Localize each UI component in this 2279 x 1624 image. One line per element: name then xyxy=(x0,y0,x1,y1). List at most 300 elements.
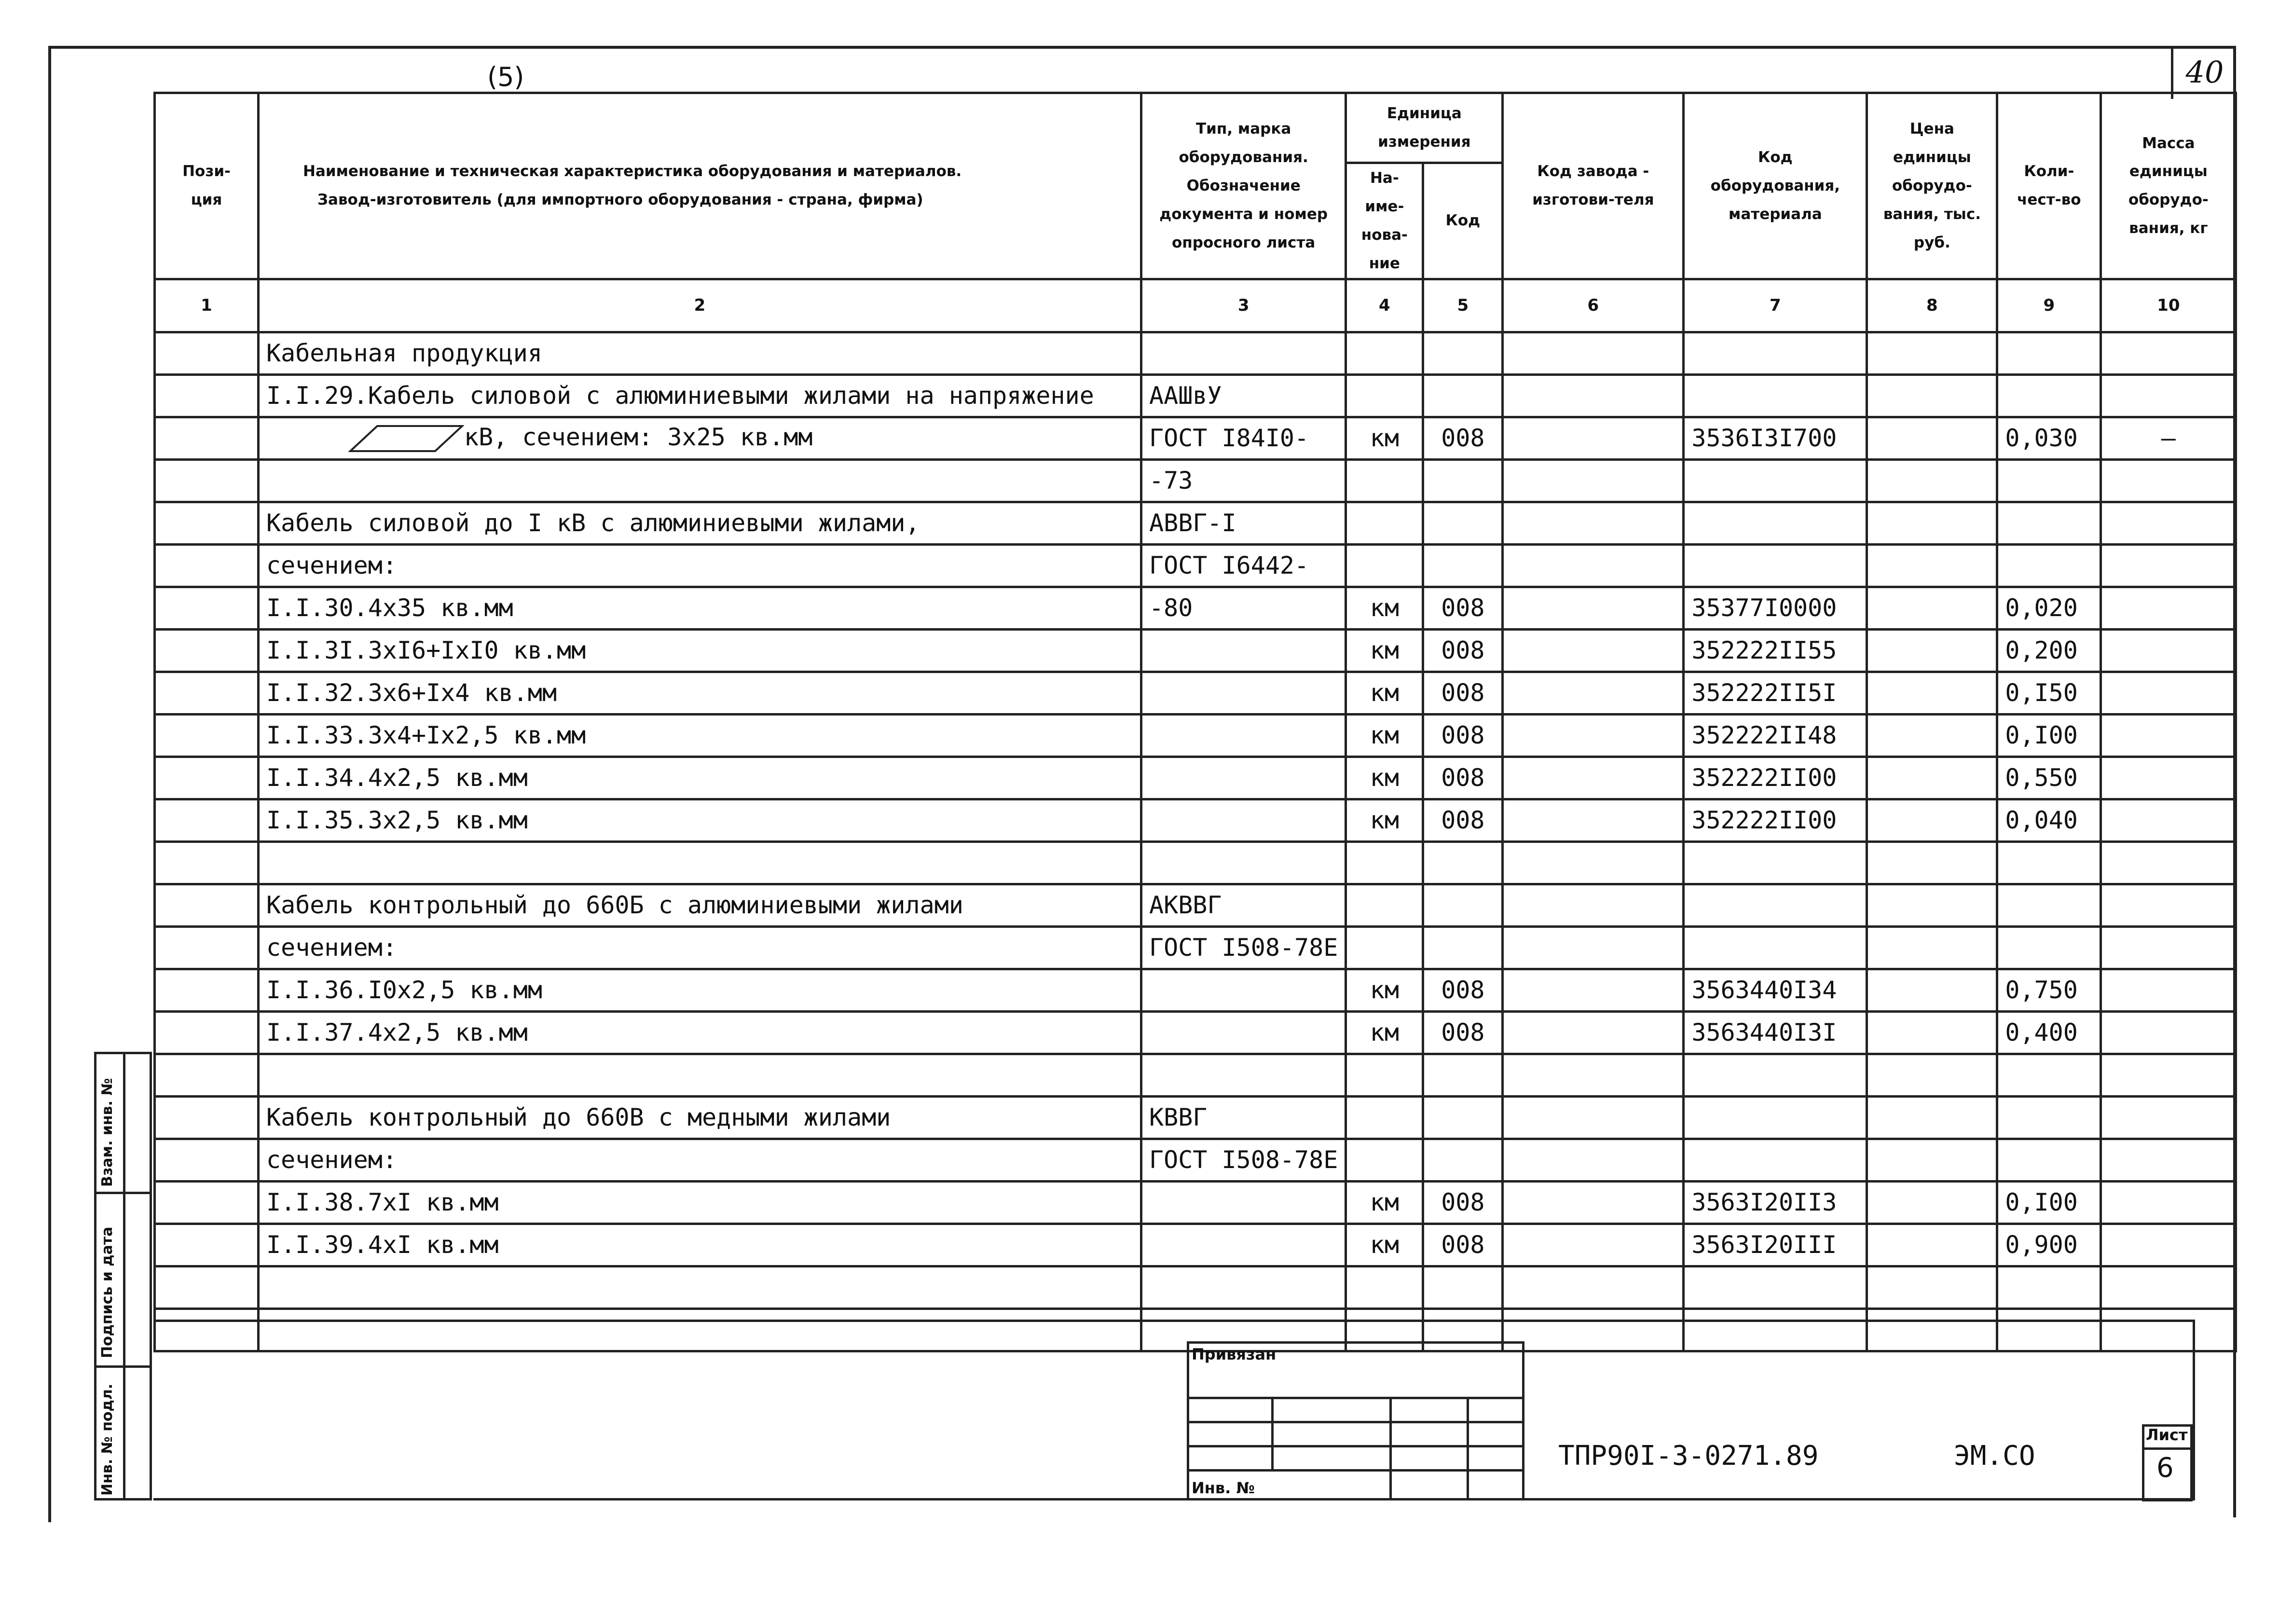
frame-left-edge xyxy=(48,46,51,1522)
cell-quantity: 0,400 xyxy=(1997,1011,2101,1054)
cell-material-code xyxy=(1684,1266,1867,1308)
cell-factory-code xyxy=(1503,969,1684,1011)
cell-position xyxy=(155,926,259,969)
header-unit-name: На-име-нова-ние xyxy=(1346,163,1423,279)
sheet-number: 6 xyxy=(2156,1452,2174,1484)
cell-name xyxy=(259,841,1141,884)
cell-unit: км xyxy=(1346,799,1423,841)
cell-type: КВВГ xyxy=(1141,1096,1346,1139)
cell-unit: км xyxy=(1346,1224,1423,1266)
title-block-bottom xyxy=(153,1498,2194,1500)
cell-quantity: 0,020 xyxy=(1997,587,2101,629)
cell-price xyxy=(1867,332,1997,374)
header-factory-code: Код завода - изготови-теля xyxy=(1503,93,1684,279)
cell-type: ГОСТ I84I0- xyxy=(1141,417,1346,459)
column-number: 3 xyxy=(1141,279,1346,332)
header-unit-code: Код xyxy=(1423,163,1503,279)
cell-unit-code xyxy=(1423,1139,1503,1181)
cell-unit xyxy=(1346,1139,1423,1181)
cell-quantity xyxy=(1997,544,2101,587)
table-row xyxy=(155,502,2236,544)
cell-unit-code: 008 xyxy=(1423,1224,1503,1266)
cell-factory-code xyxy=(1503,884,1684,926)
cell-price xyxy=(1867,841,1997,884)
cell-type xyxy=(1141,969,1346,1011)
cell-material-code xyxy=(1684,926,1867,969)
header-position: Пози- ция xyxy=(155,93,259,279)
cell-name: сечением: xyxy=(259,1139,1141,1181)
cell-material-code: 35377I0000 xyxy=(1684,587,1867,629)
cell-quantity xyxy=(1997,1096,2101,1139)
cell-name: I.I.35.3х2,5 кв.мм xyxy=(259,799,1141,841)
table-row xyxy=(155,926,2236,969)
cell-mass xyxy=(2101,926,2236,969)
cell-quantity xyxy=(1997,1139,2101,1181)
cell-factory-code xyxy=(1503,417,1684,459)
table-row xyxy=(155,969,2236,1011)
cell-position xyxy=(155,629,259,672)
cell-unit-code xyxy=(1423,926,1503,969)
column-number: 10 xyxy=(2101,279,2236,332)
cell-unit xyxy=(1346,1266,1423,1308)
cell-position xyxy=(155,714,259,757)
header-name xyxy=(259,93,1141,279)
cell-price xyxy=(1867,1266,1997,1308)
header-price: Цена единицы оборудо-вания, тыс. руб. xyxy=(1867,93,1997,279)
cell-price xyxy=(1867,1181,1997,1224)
cell-position xyxy=(155,1054,259,1096)
cell-unit: км xyxy=(1346,629,1423,672)
table-row xyxy=(155,459,2236,502)
cell-type xyxy=(1141,1011,1346,1054)
cell-price xyxy=(1867,799,1997,841)
cell-price xyxy=(1867,1139,1997,1181)
cell-price xyxy=(1867,926,1997,969)
cell-quantity xyxy=(1997,374,2101,417)
cell-position xyxy=(155,544,259,587)
table-row xyxy=(155,1096,2236,1139)
cell-quantity: 0,I00 xyxy=(1997,714,2101,757)
header-material-code: Код оборудования, материала xyxy=(1684,93,1867,279)
cell-position xyxy=(155,1266,259,1308)
table-row xyxy=(155,884,2236,926)
cell-type xyxy=(1141,841,1346,884)
document-mark: ЭМ.СО xyxy=(1954,1440,2035,1472)
cell-position xyxy=(155,1308,259,1351)
cell-name xyxy=(259,1266,1141,1308)
cell-factory-code xyxy=(1503,1224,1684,1266)
cell-factory-code xyxy=(1503,841,1684,884)
side-label-inv: Инв. № подл. xyxy=(99,1383,116,1496)
cell-quantity xyxy=(1997,332,2101,374)
cell-material-code xyxy=(1684,544,1867,587)
table-row xyxy=(155,799,2236,841)
cell-material-code xyxy=(1684,459,1867,502)
cell-type xyxy=(1141,629,1346,672)
cell-price xyxy=(1867,374,1997,417)
cell-factory-code xyxy=(1503,459,1684,502)
sheet-label-small: Лист xyxy=(2146,1426,2188,1444)
cell-unit xyxy=(1346,502,1423,544)
table-row xyxy=(155,1224,2236,1266)
cell-unit: км xyxy=(1346,969,1423,1011)
cell-unit xyxy=(1346,459,1423,502)
cell-factory-code xyxy=(1503,799,1684,841)
cell-type: -73 xyxy=(1141,459,1346,502)
cell-unit-code xyxy=(1423,544,1503,587)
cell-material-code: 352222II5I xyxy=(1684,672,1867,714)
table-row xyxy=(155,672,2236,714)
cell-factory-code xyxy=(1503,1139,1684,1181)
cell-position xyxy=(155,1224,259,1266)
cell-unit: км xyxy=(1346,714,1423,757)
cell-name-text: кВ, сечением: 3х25 кв.мм xyxy=(464,423,813,451)
cell-quantity: 0,550 xyxy=(1997,757,2101,799)
cell-quantity xyxy=(1997,841,2101,884)
table-row xyxy=(155,841,2236,884)
cell-price xyxy=(1867,544,1997,587)
stamp-line xyxy=(1389,1397,1392,1500)
cell-unit xyxy=(1346,544,1423,587)
header-mass: Масса единицы оборудо-вания, кг xyxy=(2101,93,2236,279)
cell-material-code: 3563I20III xyxy=(1684,1224,1867,1266)
cell-position xyxy=(155,1096,259,1139)
cell-unit: км xyxy=(1346,672,1423,714)
sheet-label: (5) xyxy=(487,62,524,92)
table-row xyxy=(155,1266,2236,1308)
cell-price xyxy=(1867,502,1997,544)
cell-name: сечением: xyxy=(259,926,1141,969)
cell-mass xyxy=(2101,1011,2236,1054)
cell-price xyxy=(1867,1054,1997,1096)
cell-price xyxy=(1867,884,1997,926)
cell-material-code xyxy=(1684,1096,1867,1139)
cell-quantity xyxy=(1997,926,2101,969)
cell-mass xyxy=(2101,629,2236,672)
cell-unit-code: 008 xyxy=(1423,417,1503,459)
cell-position xyxy=(155,884,259,926)
column-number: 7 xyxy=(1684,279,1867,332)
cell-mass xyxy=(2101,502,2236,544)
table-row xyxy=(155,629,2236,672)
cell-type xyxy=(1141,332,1346,374)
column-number: 5 xyxy=(1423,279,1503,332)
cell-name: I.I.29.Кабель силовой с алюминиевыми жилами на напряжение xyxy=(259,374,1141,417)
cell-factory-code xyxy=(1503,544,1684,587)
cell-mass xyxy=(2101,714,2236,757)
cell-position xyxy=(155,417,259,459)
title-block-right xyxy=(2193,1320,2195,1500)
cell-type: ГОСТ I6442- xyxy=(1141,544,1346,587)
side-label-podpis: Подпись и дата xyxy=(99,1226,116,1358)
table-row xyxy=(155,1181,2236,1224)
cell-quantity: 0,I50 xyxy=(1997,672,2101,714)
cell-factory-code xyxy=(1503,672,1684,714)
cell-factory-code xyxy=(1503,1011,1684,1054)
cell-position xyxy=(155,757,259,799)
cell-factory-code xyxy=(1503,1181,1684,1224)
side-label-vzam: Взам. инв. № xyxy=(99,1078,116,1187)
cell-quantity xyxy=(1997,1308,2101,1351)
cell-quantity: 0,750 xyxy=(1997,969,2101,1011)
cell-name: Кабельная продукция xyxy=(259,332,1141,374)
table-row xyxy=(155,332,2236,374)
cell-unit-code: 008 xyxy=(1423,969,1503,1011)
stamp-line xyxy=(1467,1397,1469,1500)
stamp-line xyxy=(1187,1445,1524,1447)
cell-material-code xyxy=(1684,374,1867,417)
cell-unit-code xyxy=(1423,1266,1503,1308)
cell-mass xyxy=(2101,1181,2236,1224)
header-unit-group: Единица измерения xyxy=(1346,93,1503,163)
cell-name: I.I.37.4х2,5 кв.мм xyxy=(259,1011,1141,1054)
cell-material-code xyxy=(1684,1308,1867,1351)
document-code: ТПР90I-3-0271.89 xyxy=(1558,1440,1819,1472)
table-row xyxy=(155,417,2236,459)
cell-mass xyxy=(2101,799,2236,841)
table-row xyxy=(155,587,2236,629)
cell-name xyxy=(259,1308,1141,1351)
cell-unit-code xyxy=(1423,841,1503,884)
cell-price xyxy=(1867,714,1997,757)
cell-material-code: 3563440I34 xyxy=(1684,969,1867,1011)
cell-unit xyxy=(1346,374,1423,417)
cell-factory-code xyxy=(1503,629,1684,672)
cell-unit xyxy=(1346,884,1423,926)
cell-quantity: 0,030 xyxy=(1997,417,2101,459)
cell-price xyxy=(1867,969,1997,1011)
specification-table xyxy=(153,92,2237,1352)
cell-unit-code: 008 xyxy=(1423,1181,1503,1224)
cell-unit: км xyxy=(1346,417,1423,459)
cell-price xyxy=(1867,1096,1997,1139)
cell-unit xyxy=(1346,1054,1423,1096)
table-row xyxy=(155,374,2236,417)
cell-unit-code xyxy=(1423,374,1503,417)
cell-unit xyxy=(1346,926,1423,969)
cell-position xyxy=(155,841,259,884)
cell-unit-code: 008 xyxy=(1423,1011,1503,1054)
cell-price xyxy=(1867,672,1997,714)
cell-factory-code xyxy=(1503,332,1684,374)
column-number-row xyxy=(155,279,2236,332)
column-number: 6 xyxy=(1503,279,1684,332)
cell-price xyxy=(1867,587,1997,629)
cell-material-code: 3563440I3I xyxy=(1684,1011,1867,1054)
cell-factory-code xyxy=(1503,587,1684,629)
cell-material-code xyxy=(1684,332,1867,374)
cell-name: I.I.38.7хI кв.мм xyxy=(259,1181,1141,1224)
cell-factory-code xyxy=(1503,714,1684,757)
stamp-line xyxy=(1271,1397,1274,1469)
cell-name xyxy=(259,1054,1141,1096)
cell-position xyxy=(155,587,259,629)
cell-position xyxy=(155,374,259,417)
cell-name: Кабель силовой до I кВ с алюминиевыми жилами, xyxy=(259,502,1141,544)
cell-material-code xyxy=(1684,884,1867,926)
specification-body xyxy=(155,332,2236,1351)
cell-factory-code xyxy=(1503,1054,1684,1096)
cell-material-code xyxy=(1684,502,1867,544)
cell-name: I.I.3I.3хI6+IхI0 кв.мм xyxy=(259,629,1141,672)
table-row xyxy=(155,714,2236,757)
cell-name: I.I.36.I0х2,5 кв.мм xyxy=(259,969,1141,1011)
cell-mass: – xyxy=(2101,417,2236,459)
cell-mass xyxy=(2101,672,2236,714)
cell-factory-code xyxy=(1503,1096,1684,1139)
cell-unit-code: 008 xyxy=(1423,714,1503,757)
cell-mass xyxy=(2101,374,2236,417)
cell-type xyxy=(1141,757,1346,799)
cell-position xyxy=(155,332,259,374)
cell-quantity xyxy=(1997,502,2101,544)
cell-material-code xyxy=(1684,1139,1867,1181)
cell-factory-code xyxy=(1503,1266,1684,1308)
cell-name: I.I.39.4хI кв.мм xyxy=(259,1224,1141,1266)
cell-unit-code xyxy=(1423,1096,1503,1139)
cell-quantity: 0,900 xyxy=(1997,1224,2101,1266)
table-row xyxy=(155,1054,2236,1096)
header-quantity: Коли-чест-во xyxy=(1997,93,2101,279)
cell-unit: км xyxy=(1346,1181,1423,1224)
side-stamp-line xyxy=(94,1192,152,1194)
cell-mass xyxy=(2101,544,2236,587)
cell-position xyxy=(155,672,259,714)
cell-name: I.I.30.4х35 кв.мм xyxy=(259,587,1141,629)
cell-factory-code xyxy=(1503,374,1684,417)
cell-type: ГОСТ I508-78Е xyxy=(1141,926,1346,969)
cell-price xyxy=(1867,417,1997,459)
cell-material-code xyxy=(1684,841,1867,884)
cell-quantity: 0,I00 xyxy=(1997,1181,2101,1224)
header-name-line2: Завод-изготовитель (для импортного оборудования - страна, фирма) xyxy=(317,191,923,209)
cell-unit-code: 008 xyxy=(1423,629,1503,672)
cell-name: Кабель контрольный до 660Б с алюминиевыми жилами xyxy=(259,884,1141,926)
cell-type: ААШвУ xyxy=(1141,374,1346,417)
cell-name xyxy=(259,417,1141,459)
cell-unit-code xyxy=(1423,1054,1503,1096)
cell-unit: км xyxy=(1346,757,1423,799)
cell-position xyxy=(155,969,259,1011)
cell-name xyxy=(259,459,1141,502)
cell-name: сечением: xyxy=(259,544,1141,587)
blank-voltage-parallelogram xyxy=(348,424,464,453)
cell-quantity xyxy=(1997,459,2101,502)
cell-unit: км xyxy=(1346,587,1423,629)
cell-name: I.I.32.3х6+Iх4 кв.мм xyxy=(259,672,1141,714)
cell-mass xyxy=(2101,1054,2236,1096)
cell-mass xyxy=(2101,332,2236,374)
cell-name: I.I.33.3х4+Iх2,5 кв.мм xyxy=(259,714,1141,757)
cell-type xyxy=(1141,1181,1346,1224)
table-bottom-line xyxy=(153,1320,2195,1322)
cell-material-code: 352222II00 xyxy=(1684,757,1867,799)
cell-unit-code: 008 xyxy=(1423,799,1503,841)
bound-label: Привязан xyxy=(1192,1345,1277,1363)
cell-material-code: 3536I3I700 xyxy=(1684,417,1867,459)
cell-unit-code: 008 xyxy=(1423,672,1503,714)
cell-quantity xyxy=(1997,1266,2101,1308)
cell-type xyxy=(1141,1266,1346,1308)
cell-quantity xyxy=(1997,884,2101,926)
cell-quantity: 0,200 xyxy=(1997,629,2101,672)
cell-position xyxy=(155,459,259,502)
cell-type xyxy=(1141,672,1346,714)
cell-mass xyxy=(2101,459,2236,502)
cell-price xyxy=(1867,629,1997,672)
cell-mass xyxy=(2101,1096,2236,1139)
cell-price xyxy=(1867,1308,1997,1351)
cell-unit xyxy=(1346,332,1423,374)
stamp-line xyxy=(1187,1397,1524,1399)
cell-unit xyxy=(1346,841,1423,884)
cell-type xyxy=(1141,1224,1346,1266)
cell-quantity: 0,040 xyxy=(1997,799,2101,841)
table-row xyxy=(155,1011,2236,1054)
table-row xyxy=(155,544,2236,587)
cell-unit-code xyxy=(1423,332,1503,374)
cell-material-code: 352222II48 xyxy=(1684,714,1867,757)
column-number: 1 xyxy=(155,279,259,332)
cell-price xyxy=(1867,1224,1997,1266)
cell-mass xyxy=(2101,1266,2236,1308)
cell-unit xyxy=(1346,1096,1423,1139)
table-row xyxy=(155,1139,2236,1181)
cell-factory-code xyxy=(1503,502,1684,544)
cell-mass xyxy=(2101,757,2236,799)
cell-unit-code: 008 xyxy=(1423,587,1503,629)
cell-factory-code xyxy=(1503,1308,1684,1351)
cell-factory-code xyxy=(1503,757,1684,799)
cell-mass xyxy=(2101,969,2236,1011)
table-row xyxy=(155,757,2236,799)
cell-position xyxy=(155,1181,259,1224)
cell-type: ГОСТ I508-78Е xyxy=(1141,1139,1346,1181)
cell-name: I.I.34.4х2,5 кв.мм xyxy=(259,757,1141,799)
sheet-box-divider xyxy=(2142,1447,2193,1450)
handwritten-sheet-number: 40 xyxy=(2171,46,2236,99)
cell-position xyxy=(155,1139,259,1181)
cell-position xyxy=(155,799,259,841)
cell-type xyxy=(1141,799,1346,841)
cell-mass xyxy=(2101,841,2236,884)
cell-type: АКВВГ xyxy=(1141,884,1346,926)
cell-price xyxy=(1867,1011,1997,1054)
cell-factory-code xyxy=(1503,926,1684,969)
cell-material-code: 352222II55 xyxy=(1684,629,1867,672)
column-number: 4 xyxy=(1346,279,1423,332)
side-stamp-divider xyxy=(123,1052,125,1500)
column-number: 8 xyxy=(1867,279,1997,332)
stamp-line xyxy=(1187,1421,1524,1423)
cell-material-code: 352222II00 xyxy=(1684,799,1867,841)
cell-quantity xyxy=(1997,1054,2101,1096)
cell-unit: км xyxy=(1346,1011,1423,1054)
side-stamp-line xyxy=(94,1365,152,1368)
cell-unit-code xyxy=(1423,884,1503,926)
cell-mass xyxy=(2101,884,2236,926)
cell-unit-code xyxy=(1423,502,1503,544)
cell-unit-code xyxy=(1423,459,1503,502)
header-type: Тип, марка оборудования. Обозначение документа и номер опросного листа xyxy=(1141,93,1346,279)
cell-name: Кабель контрольный до 660В с медными жилами xyxy=(259,1096,1141,1139)
cell-type xyxy=(1141,1054,1346,1096)
cell-price xyxy=(1867,459,1997,502)
cell-type: АВВГ-I xyxy=(1141,502,1346,544)
header-name-line1: Наименование и техническая характеристика оборудования и материалов. xyxy=(303,163,962,180)
cell-type: -80 xyxy=(1141,587,1346,629)
cell-mass xyxy=(2101,1308,2236,1351)
